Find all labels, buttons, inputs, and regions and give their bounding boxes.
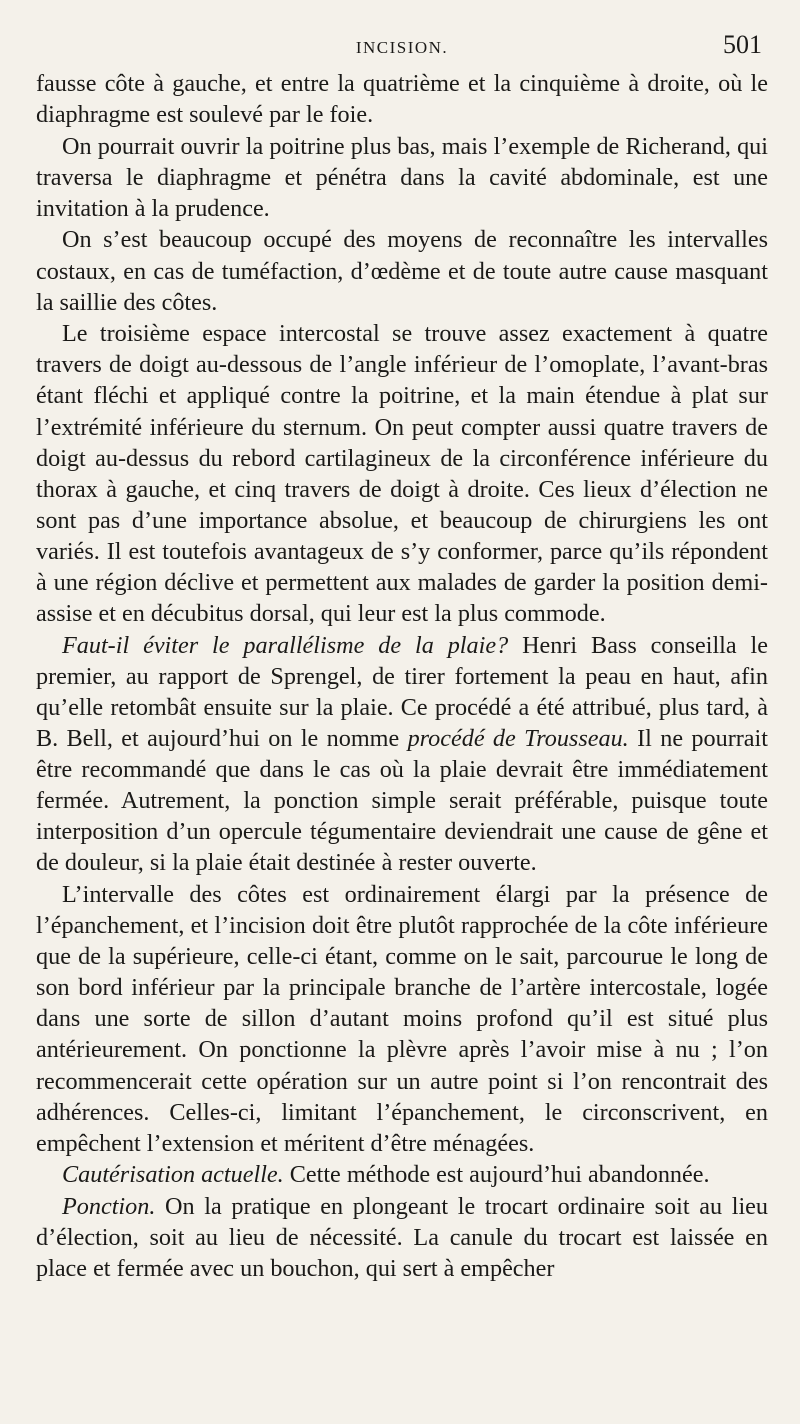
- page-number: 501: [723, 30, 762, 59]
- page-header: [36, 28, 768, 68]
- paragraph: [36, 879, 768, 1159]
- text-run: fausse côte à gauche, et entre la quatrième et la cinquième à droite, où le diaphragme est soulevé par le foie.: [36, 70, 768, 129]
- text-run: On s’est beaucoup occupé des moyens de reconnaître les intervalles costaux, en cas de tuméfaction, d’œdème et de toute autre cause masquant la saillie des côtes.: [36, 226, 768, 316]
- body-text: [36, 68, 768, 1284]
- italic-run: Ponction.: [62, 1192, 156, 1220]
- italic-run: Faut-il éviter le parallélisme de la plaie?: [62, 631, 509, 659]
- paragraph: [36, 1159, 768, 1190]
- italic-run: procédé de Trousseau.: [407, 724, 629, 752]
- running-head: INCISION.: [355, 38, 449, 57]
- text-run: Le troisième espace intercostal se trouve assez exactement à quatre travers de doigt au-dessous de l’angle inférieur de l’omoplate, l’avant-bras étant fléchi et appliqué contre la poitrine, et la main étendue à plat sur l’extrémité inférieure du sternum. On peut compter aussi quatre travers de doigt au-dessus du rebord cartilagineux de la circonférence inférieure du thorax à gauche, et cinq travers de doigt à droite. Ces lieux d’élection ne sont pas d’une importance absolue, et beaucoup de chirurgiens les ont variés. Il est toutefois avantageux de s’y conformer, parce qu’ils répondent à une région déclive et permettent aux malades de garder la position demi-assise et en décubitus dorsal, qui leur est la plus commode.: [36, 320, 768, 628]
- paragraph: [36, 68, 768, 130]
- text-run: L’intervalle des côtes est ordinairement élargi par la présence de l’épanchement, et l’incision doit être plutôt rapprochée de la côte inférieure que de la supérieure, celle-ci étant, comme on le sait, parcourue le long de son bord inférieur par la principale branche de l’artère intercostale, logée dans une sorte de sillon d’autant moins profond qu’il est situé plus antérieurement. On ponctionne la plèvre après l’avoir mise à nu ; l’on recommencerait cette opération sur un autre point si l’on rencontrait des adhérences. Celles-ci, limitant l’épanchement, le circonscrivent, en empêchent l’extension et méritent d’être ménagées.: [36, 880, 768, 1157]
- paragraph: [36, 630, 768, 879]
- text-run: On la pratique en plongeant le trocart ordinaire soit au lieu d’élection, soit au lieu de nécessité. La canule du trocart est laissée en place et fermée avec un bouchon, qui sert à empêcher: [36, 1192, 768, 1283]
- italic-run: Cautérisation actuelle.: [62, 1161, 284, 1189]
- text-run: Cette méthode est aujourd’hui abandonnée.: [283, 1161, 710, 1189]
- paragraph: [36, 318, 768, 629]
- text-run: Il ne pourrait être recommandé que dans le cas où la plaie devrait être immédiatement fermée. Autrement, la ponction simple serait préférable, puisque toute interposition d’un opercule tégumentaire deviendrait une cause de gêne et de douleur, si la plaie était destinée à rester ouverte.: [36, 724, 768, 877]
- text-run: On pourrait ouvrir la poitrine plus bas, mais l’exemple de Richerand, qui traversa le diaphragme et pénétra dans la cavité abdominale, est une invitation à la prudence.: [36, 132, 768, 222]
- text-run: Henri Bass conseilla le premier, au rapport de Sprengel, de tirer fortement la peau en haut, afin qu’elle retombât ensuite sur la plaie. Ce procédé a été attribué, plus tard, à B. Bell, et aujourd’hui on le nomme: [36, 631, 768, 752]
- paragraph: [36, 224, 768, 317]
- paragraph: [36, 1191, 768, 1284]
- paragraph: [36, 131, 768, 224]
